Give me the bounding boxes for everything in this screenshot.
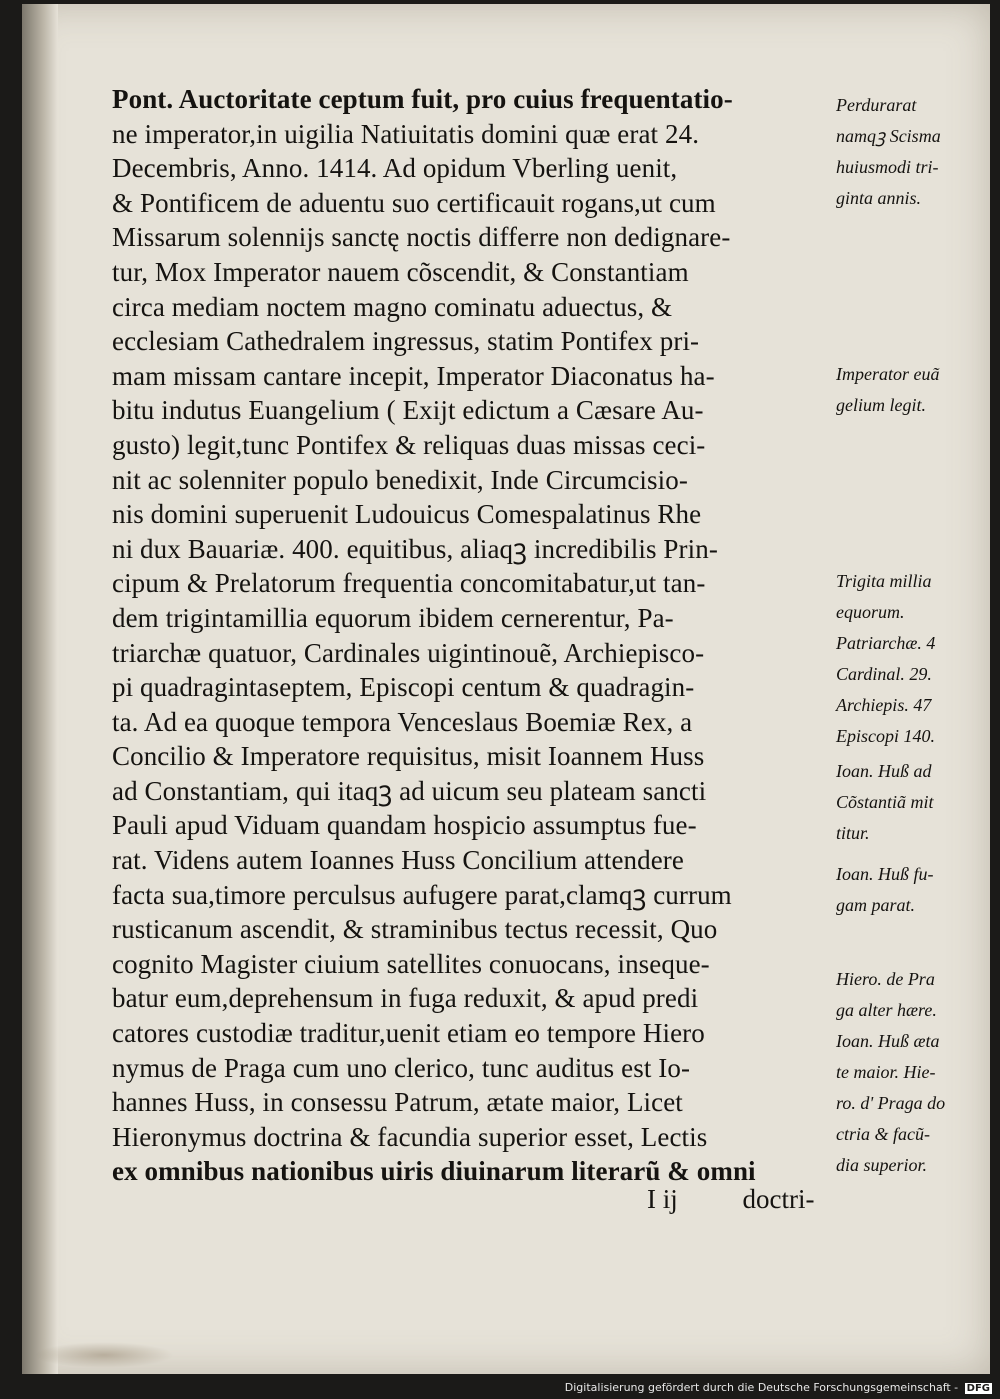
text-line: ad Constantiam, qui itaqꝫ ad uicum seu plateam sancti (112, 775, 707, 806)
marginal-note-line: Imperator euã (836, 364, 940, 384)
text-line: nis domini superuenit Ludouicus Comespalatinus Rhe (112, 499, 702, 530)
marginal-note-line: huiusmodi tri- (836, 157, 939, 177)
text-line: ta. Ad ea quoque tempora Venceslaus Boemiæ Rex, a (112, 706, 693, 737)
marginal-note (836, 359, 986, 421)
text-line: cognito Magister ciuium satellites conuocans, inseque- (112, 948, 710, 979)
text-line: circa mediam noctem magno cominatu aduectus, & (112, 291, 673, 322)
page-stain (34, 1342, 174, 1368)
text-line: mam missam cantare incepit, Imperator Diaconatus ha- (112, 360, 715, 391)
catchword: doctri- (742, 1184, 815, 1214)
text-line: rat. Videns autem Ioannes Huss Concilium attendere (112, 845, 684, 876)
marginal-note-line: Hiero. de Pra (836, 969, 935, 989)
text-line: pi quadragintaseptem, Episcopi centum & quadragin- (112, 672, 695, 703)
marginal-note-line: gelium legit. (836, 395, 926, 415)
text-line: triarchæ quatuor, Cardinales uigintinouẽ, Archiepisco- (112, 637, 705, 668)
text-line: catores custodiæ traditur,uenit etiam eo tempore Hiero (112, 1018, 705, 1049)
text-line: ni dux Bauariæ. 400. equitibus, aliaqꝫ incredibilis Prin- (112, 533, 718, 564)
text-line: ne imperator,in uigilia Natiuitatis domini quæ erat 24. (112, 118, 700, 149)
marginal-note-line: Patriarchæ. 4 (836, 633, 936, 653)
text-line: rusticanum ascendit, & straminibus tectus recessit, Quo (112, 914, 718, 945)
text-line: Missarum solennijs sanctę noctis differre non dedignare- (112, 222, 731, 253)
catchline (647, 1184, 814, 1215)
marginal-note-line: Ioan. Huß ad (836, 761, 932, 781)
text-line: Concilio & Imperatore requisitus, misit Ioannem Huss (112, 741, 705, 772)
text-line: facta sua,timore perculsus aufugere parat,clamqꝫ currum (112, 879, 732, 910)
marginal-note (836, 964, 986, 1181)
marginal-note-line: Episcopi 140. (836, 726, 935, 746)
page-gutter-shadow (22, 4, 58, 1374)
text-line: Decembris, Anno. 1414. Ad opidum Vberling uenit, (112, 153, 678, 184)
main-text-block (112, 82, 824, 1189)
marginal-note-line: ro. d' Praga do (836, 1093, 946, 1113)
marginal-note-line: Cardinal. 29. (836, 664, 932, 684)
book-page (22, 4, 990, 1374)
marginal-note-line: Archiepis. 47 (836, 695, 932, 715)
text-line: batur eum,deprehensum in fuga reduxit, & apud predi (112, 983, 699, 1014)
signature-mark: I ij (647, 1184, 678, 1214)
text-line: gusto) legit,tunc Pontifex & reliquas duas missas ceci- (112, 429, 706, 460)
text-line: tur, Mox Imperator nauem cõscendit, & Constantiam (112, 256, 689, 287)
digitization-credit (565, 1381, 992, 1394)
marginal-note-line: Ioan. Huß æta (836, 1031, 940, 1051)
text-line: Hieronymus doctrina & facundia superior esset, Lectis (112, 1121, 708, 1152)
marginal-note (836, 859, 986, 921)
text-line: hannes Huss, in consessu Patrum, ætate maior, Licet (112, 1087, 683, 1118)
text-line: nymus de Praga cum uno clerico, tunc auditus est Io- (112, 1052, 691, 1083)
marginal-note (836, 756, 986, 849)
marginal-note-line: equorum. (836, 602, 905, 622)
text-line: dem trigintamillia equorum ibidem cernerentur, Pa- (112, 602, 674, 633)
text-line: ex omnibus nationibus uiris diuinarum literarũ & omni (112, 1156, 756, 1187)
marginal-note-line: ginta annis. (836, 188, 922, 208)
marginal-note-line: ga alter hære. (836, 1000, 937, 1020)
marginal-note-line: titur. (836, 823, 870, 843)
marginal-note-line: dia superior. (836, 1155, 928, 1175)
marginal-note-line: Ioan. Huß fu- (836, 864, 934, 884)
marginal-note-line: Cõstantiã mit (836, 792, 934, 812)
marginal-note-line: ctria & facũ- (836, 1124, 930, 1144)
text-line: & Pontificem de aduentu suo certificauit rogans,ut cum (112, 187, 716, 218)
text-line: Pont. Auctoritate ceptum fuit, pro cuius frequentatio- (112, 84, 733, 114)
text-line: Pauli apud Viduam quandam hospicio assumptus fue- (112, 810, 697, 841)
marginal-note (836, 566, 986, 752)
text-line: ecclesiam Cathedralem ingressus, statim Pontifex pri- (112, 326, 700, 357)
marginal-note-line: Trigita millia (836, 571, 932, 591)
marginal-note (836, 90, 986, 214)
marginal-note-line: namqꝫ Scisma (836, 126, 941, 146)
credit-text: Digitalisierung gefördert durch die Deutsche Forschungsgemeinschaft - (564, 1381, 959, 1394)
dfg-logo: DFG (966, 1383, 990, 1394)
marginal-note-line: gam parat. (836, 895, 916, 915)
marginal-note-line: Perdurarat (836, 95, 917, 115)
marginal-note-line: te maior. Hie- (836, 1062, 936, 1082)
text-line: bitu indutus Euangelium ( Exijt edictum a Cæsare Au- (112, 395, 704, 426)
text-line: nit ac solenniter populo benedixit, Inde Circumcisio- (112, 464, 688, 495)
text-line: cipum & Prelatorum frequentia concomitabatur,ut tan- (112, 568, 706, 599)
